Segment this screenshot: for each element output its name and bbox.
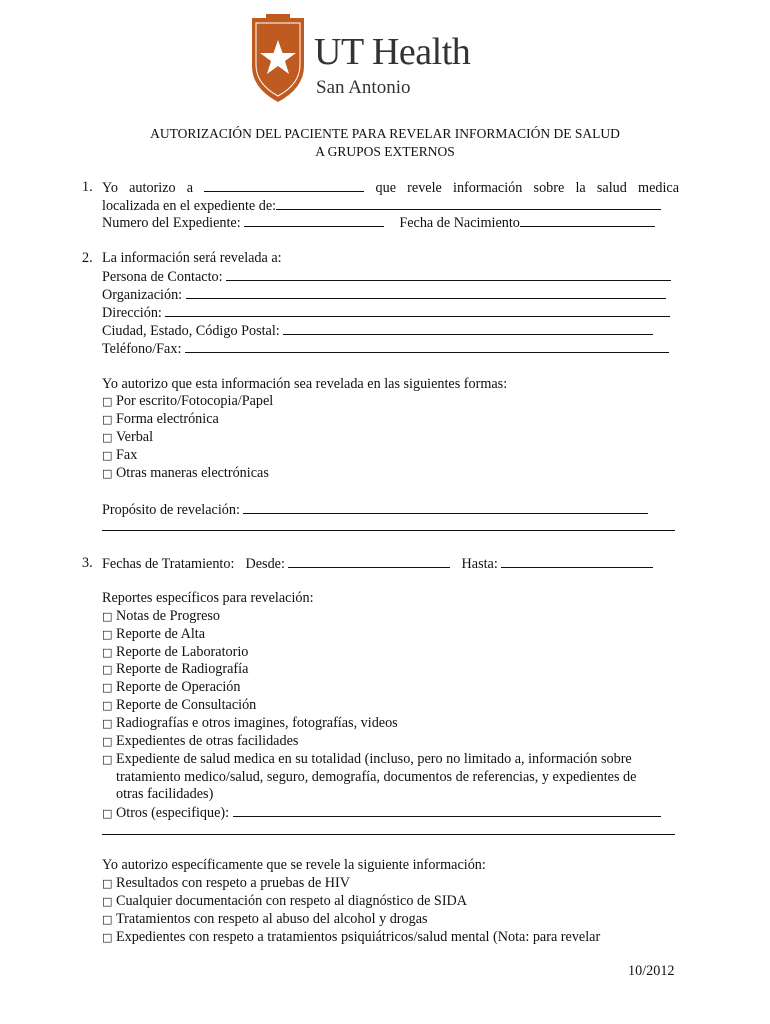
revision-date: 10/2012 (628, 963, 675, 979)
form-title-line-1: AUTORIZACIÓN DEL PACIENTE PARA REVELAR INFORMACIÓN DE SALUD (150, 126, 620, 141)
organization-line (102, 285, 666, 303)
to-label: Hasta: (461, 556, 498, 572)
patient-name-field[interactable] (276, 196, 661, 210)
record-line (102, 213, 655, 231)
full-record-label-2: tratamiento medico/salud, seguro, demografía, documentos de referencias, y expedientes de (116, 769, 637, 785)
checkbox-icon[interactable]: □ (102, 717, 113, 730)
contact-label: Persona de Contacto: (102, 269, 223, 285)
specific-option[interactable] (102, 874, 350, 892)
report-option-label: Notas de Progreso (116, 608, 221, 624)
checkbox-icon[interactable]: □ (102, 628, 113, 641)
address-field[interactable] (165, 303, 670, 317)
logo-title: UT Health (314, 31, 471, 73)
form-option-label: Por escrito/Fotocopia/Papel (116, 393, 274, 409)
authorize-pre-label: Yo autorizo a (102, 180, 194, 196)
report-option[interactable] (102, 643, 248, 661)
others-label: Otros (especifique): (116, 805, 230, 821)
purpose-continuation-field[interactable] (102, 530, 675, 531)
shield-star-icon (246, 14, 310, 104)
authorize-line (102, 178, 679, 196)
organization-label: Organización: (102, 287, 183, 303)
form-option[interactable] (102, 392, 273, 410)
specific-option-label: Resultados con respeto a pruebas de HIV (116, 875, 351, 891)
full-record-label-3: otras facilidades) (116, 786, 214, 802)
checkbox-icon[interactable]: □ (102, 610, 113, 623)
record-number-field[interactable] (244, 213, 384, 227)
purpose-field[interactable] (243, 500, 648, 514)
to-date-field[interactable] (501, 554, 653, 568)
form-option[interactable] (102, 410, 219, 428)
birth-date-label: Fecha de Nacimiento (399, 215, 520, 231)
checkbox-icon[interactable]: □ (102, 807, 113, 820)
city-line (102, 321, 653, 339)
organization-field[interactable] (186, 285, 666, 299)
phone-label: Teléfono/Fax: (102, 341, 182, 357)
checkbox-icon[interactable]: □ (102, 735, 113, 748)
specific-option-label: Cualquier documentación con respeto al diagnóstico de SIDA (116, 893, 468, 909)
checkbox-icon[interactable]: □ (102, 681, 113, 694)
report-option-label: Radiografías e otros imagines, fotografías, videos (116, 715, 398, 731)
authorize-post-label: que revele información sobre la salud medica (375, 180, 680, 196)
city-label: Ciudad, Estado, Código Postal: (102, 323, 280, 339)
report-option-label: Expedientes de otras facilidades (116, 733, 299, 749)
report-option[interactable] (102, 607, 220, 625)
purpose-line (102, 500, 648, 518)
checkbox-icon[interactable]: □ (102, 753, 113, 766)
city-field[interactable] (283, 321, 653, 335)
form-title-line-2: A GRUPOS EXTERNOS (315, 144, 455, 159)
report-option[interactable] (102, 732, 298, 750)
specific-option-label: Expedientes con respeto a tratamientos psiquiátricos/salud mental (Nota: para revelar (116, 929, 601, 945)
phone-line (102, 339, 669, 357)
birth-date-field[interactable] (520, 213, 655, 227)
checkbox-icon[interactable]: □ (102, 413, 113, 426)
purpose-label: Propósito de revelación: (102, 502, 240, 518)
provider-field[interactable] (204, 178, 364, 192)
section-2-number: 2. (82, 250, 93, 266)
located-line (102, 196, 661, 214)
contact-field[interactable] (226, 267, 671, 281)
form-option[interactable] (102, 428, 153, 446)
report-option-label: Reporte de Operación (116, 679, 241, 695)
report-option[interactable] (102, 625, 205, 643)
form-option-label: Fax (116, 447, 138, 463)
report-option[interactable] (102, 696, 256, 714)
checkbox-icon[interactable]: □ (102, 467, 113, 480)
form-option-label: Forma electrónica (116, 411, 219, 427)
located-label: localizada en el expediente de: (102, 198, 277, 214)
full-record-label-1: Expediente de salud medica en su totalidad (incluso, pero no limitado a, información sobre (116, 751, 632, 767)
checkbox-icon[interactable]: □ (102, 895, 113, 908)
dates-label: Fechas de Tratamiento: (102, 556, 235, 572)
reports-heading: Reportes específicos para revelación: (102, 590, 314, 606)
ut-health-logo (246, 14, 496, 106)
form-option[interactable] (102, 446, 137, 464)
logo-subtitle: San Antonio (316, 77, 411, 98)
others-field[interactable] (233, 803, 661, 817)
checkbox-icon[interactable]: □ (102, 663, 113, 676)
forms-heading: Yo autorizo que esta información sea revelada en las siguientes formas: (102, 376, 508, 392)
report-option-label: Reporte de Alta (116, 626, 206, 642)
checkbox-icon[interactable]: □ (102, 395, 113, 408)
specific-option[interactable] (102, 892, 467, 910)
form-option[interactable] (102, 464, 269, 482)
checkbox-icon[interactable]: □ (102, 699, 113, 712)
specific-option[interactable] (102, 928, 600, 946)
report-option-label: Reporte de Laboratorio (116, 644, 249, 660)
checkbox-icon[interactable]: □ (102, 931, 113, 944)
section-3-number: 3. (82, 555, 93, 571)
report-option[interactable] (102, 714, 398, 732)
contact-line (102, 267, 671, 285)
address-label: Dirección: (102, 305, 162, 321)
specific-heading: Yo autorizo específicamente que se revele la siguiente información: (102, 857, 486, 873)
form-option-label: Verbal (116, 429, 154, 445)
form-option-label: Otras maneras electrónicas (116, 465, 269, 481)
specific-option[interactable] (102, 910, 428, 928)
checkbox-icon[interactable]: □ (102, 913, 113, 926)
specific-option-label: Tratamientos con respeto al abuso del alcohol y drogas (116, 911, 428, 927)
checkbox-icon[interactable]: □ (102, 431, 113, 444)
checkbox-icon[interactable]: □ (102, 449, 113, 462)
checkbox-icon[interactable]: □ (102, 646, 113, 659)
address-line (102, 303, 670, 321)
from-label: Desde: (245, 556, 285, 572)
dates-line (102, 554, 653, 572)
phone-field[interactable] (185, 339, 669, 353)
others-continuation-field[interactable] (102, 834, 675, 835)
report-option-label: Reporte de Consultación (116, 697, 257, 713)
report-option[interactable] (102, 678, 240, 696)
report-option[interactable] (102, 660, 248, 678)
from-date-field[interactable] (288, 554, 450, 568)
checkbox-icon[interactable]: □ (102, 877, 113, 890)
section-2-heading: La información será revelada a: (102, 250, 282, 266)
section-1-number: 1. (82, 179, 93, 195)
report-option-label: Reporte de Radiografía (116, 661, 249, 677)
others-option[interactable] (102, 803, 661, 821)
full-record-option[interactable] (102, 750, 632, 768)
record-number-label: Numero del Expediente: (102, 215, 241, 231)
